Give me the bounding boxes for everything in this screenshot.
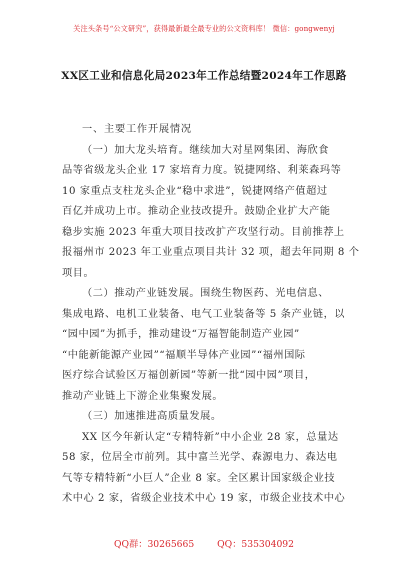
paragraph-line: 稳步实施 2023 年重大项目技改扩产攻坚行动。目前推荐上	[62, 226, 345, 238]
paragraph-line: （一）加大龙头培育。继续加大对星网集团、海欣食	[82, 144, 329, 156]
promo-banner: 关注头条号“公文研究”，获得最新最全最专业的公文资料库！ 微信：gongwenyj	[73, 24, 335, 33]
paragraph-line: 报福州市 2023 年工业重点项目共计 32 项，超去年同期 8 个	[62, 247, 360, 258]
paragraph-line: XX 区今年新认定“专精特新”中小企业 28 家，总量达	[82, 431, 339, 443]
paragraph-line: （三）加速推进高质量发展。	[82, 411, 222, 422]
paragraph-line: 推动产业链上下游企业集聚发展。	[62, 390, 224, 402]
paragraph-line: 品等省级龙头企业 17 家培育力度。锐捷网络、利莱森玛等	[62, 165, 342, 176]
paragraph-line: 10 家重点支柱龙头企业“稳中求进”，锐捷网络产值超过	[62, 185, 328, 197]
paragraph-line: 项目。	[62, 267, 95, 279]
paragraph-line: “园中园”为抓手，推动建设“万福智能制造产业园”	[62, 329, 300, 340]
paragraph-line: 百亿并成功上市。推动企业技改提升。鼓励企业扩大产能	[62, 206, 331, 217]
qq-number: QQ：535304092	[217, 539, 294, 550]
paragraph-line: 术中心 2 家，省级企业技术中心 19 家，市级企业技术中心	[62, 493, 346, 504]
paragraph-line: 气等专精特新“小巨人”企业 8 家。全区累计国家级企业技	[62, 472, 336, 484]
section-heading: 一、主要工作开展情况	[82, 124, 192, 135]
document-body	[62, 120, 360, 510]
document-title: XX区工业和信息化局2023年工作总结暨2024年工作思路	[61, 70, 347, 82]
paragraph-line: 集成电路、电机工业装备、电气工业装备等 5 条产业链，以	[62, 308, 346, 320]
paragraph-line: （二）推动产业链发展。围绕生物医药、光电信息、	[82, 288, 329, 299]
paragraph-line: 58 家，位居全市前列。其中富兰光学、森源电力、森达电	[62, 452, 338, 463]
paragraph-line: 医疗综合试验区万福创新园”等新一批“园中园”项目，	[62, 370, 316, 381]
paragraph-line: “中能新能源产业园”“福顺半导体产业园”“福州国际	[62, 349, 306, 361]
footer-contact	[0, 536, 408, 550]
qq-group-number: QQ群：30265665	[114, 539, 195, 550]
